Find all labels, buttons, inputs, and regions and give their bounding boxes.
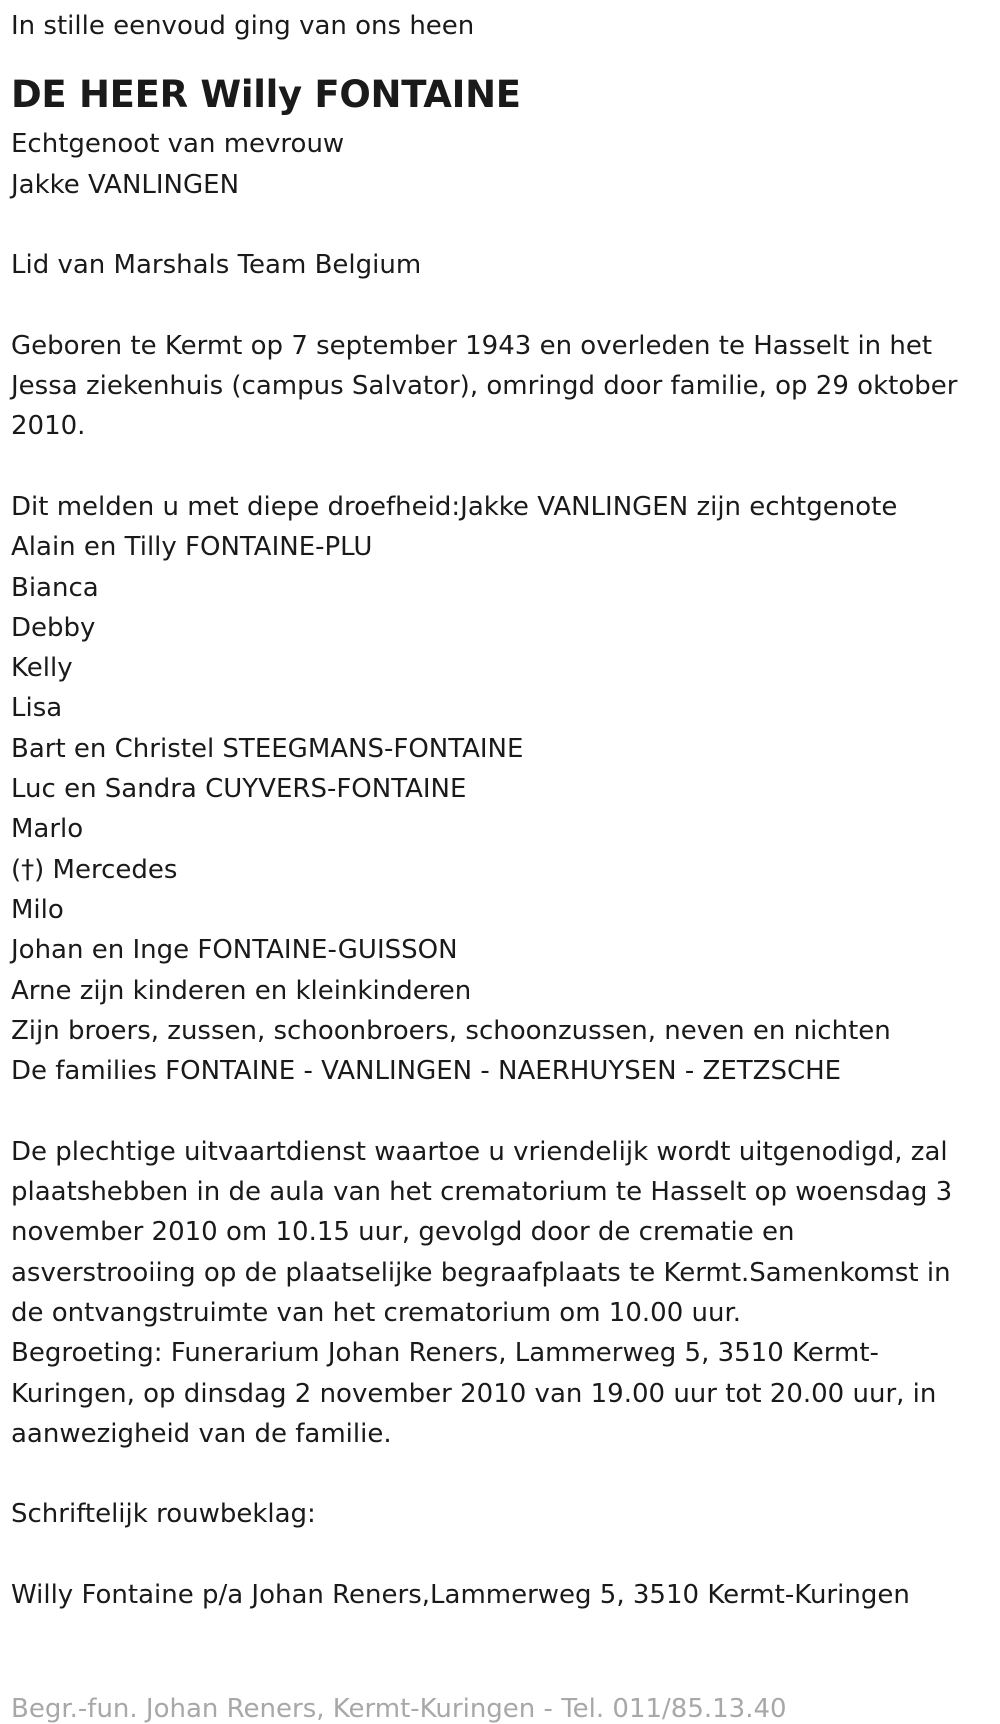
condolence-address: Willy Fontaine p/a Johan Reners,Lammerweg 5, 3510 Kermt-Kuringen — [11, 1579, 910, 1610]
mourner-line: Milo — [11, 894, 64, 925]
mourner-line: Lisa — [11, 693, 63, 724]
spouse-line-2: Jakke VANLINGEN — [11, 169, 240, 200]
birth-death-line: Jessa ziekenhuis (campus Salvator), omringd door familie, op 29 oktober — [11, 371, 958, 402]
mourner-line: Debby — [11, 612, 96, 643]
service-paragraph — [11, 1132, 989, 1454]
service-line: aanwezigheid van de familie. — [11, 1418, 392, 1449]
service-line: De plechtige uitvaartdienst waartoe u vriendelijk wordt uitgenodigd, zal — [11, 1136, 948, 1167]
mourner-line: Arne zijn kinderen en kleinkinderen — [11, 975, 472, 1006]
condolence-heading: Schriftelijk rouwbeklag: — [11, 1499, 316, 1530]
service-line: plaatshebben in de aula van het crematorium te Hasselt op woensdag 3 — [11, 1177, 953, 1208]
spacer — [11, 1091, 989, 1131]
spacer — [11, 285, 989, 325]
mourner-line: Alain en Tilly FONTAINE-PLU — [11, 532, 373, 563]
mourner-line: Luc en Sandra CUYVERS-FONTAINE — [11, 774, 467, 805]
mourner-line: Marlo — [11, 814, 84, 845]
mourner-line: Bianca — [11, 572, 99, 603]
deceased-name-title: DE HEER Willy FONTAINE — [11, 73, 521, 117]
service-line: november 2010 om 10.15 uur, gevolgd door de crematie en — [11, 1217, 795, 1248]
mourner-line: (†) Mercedes — [11, 854, 178, 885]
birth-death-line: 2010. — [11, 411, 86, 442]
service-line: Kuringen, op dinsdag 2 november 2010 van 19.00 uur tot 20.00 uur, in — [11, 1378, 937, 1409]
mourner-line: Zijn broers, zussen, schoonbroers, schoonzussen, neven en nichten — [11, 1015, 891, 1046]
spouse-line-1: Echtgenoot van mevrouw — [11, 129, 345, 160]
spacer — [11, 1535, 989, 1575]
mourner-line: Kelly — [11, 653, 73, 684]
mourner-line: De families FONTAINE - VANLINGEN - NAERHUYSEN - ZETZSCHE — [11, 1056, 842, 1087]
spacer — [11, 1454, 989, 1494]
service-line: de ontvangstruimte van het crematorium om 10.00 uur. — [11, 1297, 742, 1328]
birth-death-line: Geboren te Kermt op 7 september 1943 en overleden te Hasselt in het — [11, 330, 933, 361]
membership-text: Lid van Marshals Team Belgium — [11, 250, 422, 281]
mourners-list — [11, 487, 989, 1091]
birth-death-paragraph — [11, 326, 989, 447]
mourner-line: Bart en Christel STEEGMANS-FONTAINE — [11, 733, 524, 764]
funeral-home-footer: Begr.-fun. Johan Reners, Kermt-Kuringen - Tel. 011/85.13.40 — [11, 1694, 787, 1724]
spacer — [11, 205, 989, 245]
service-line: asverstrooiing op de plaatselijke begraafplaats te Kermt.Samenkomst in — [11, 1257, 951, 1288]
service-line: Begroeting: Funerarium Johan Reners, Lammerweg 5, 3510 Kermt- — [11, 1338, 879, 1369]
intro-text: In stille eenvoud ging van ons heen — [11, 11, 475, 41]
mourner-line: Johan en Inge FONTAINE-GUISSON — [11, 935, 458, 966]
mourner-line: Dit melden u met diepe droefheid:Jakke VANLINGEN zijn echtgenote — [11, 491, 898, 522]
spacer — [11, 447, 989, 487]
